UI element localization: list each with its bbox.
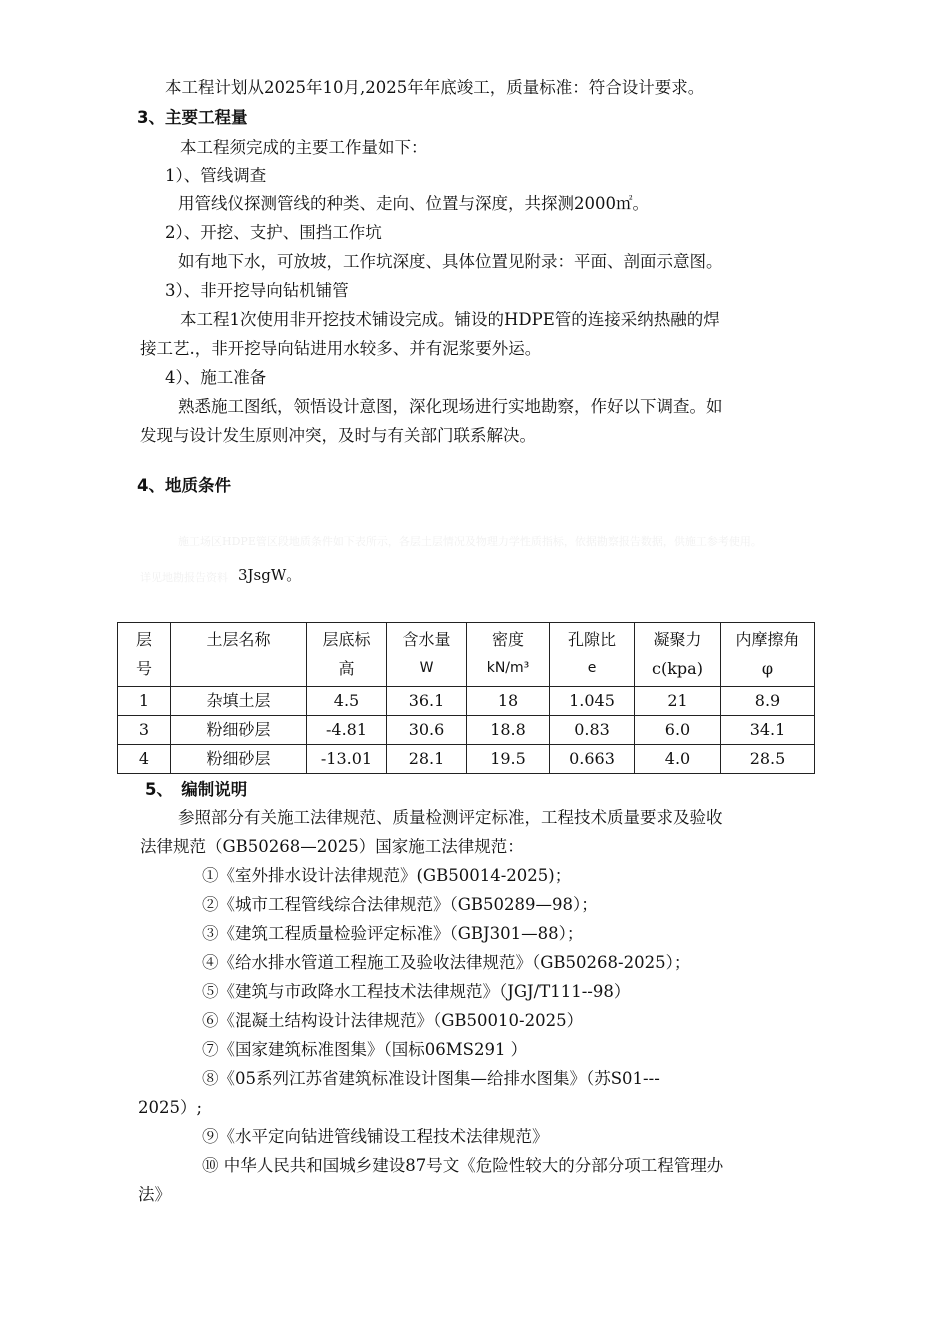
table-cell: 粉细砂层 xyxy=(171,745,307,774)
table-header-row xyxy=(118,623,815,687)
item-2-text: 如有地下水，可放坡，工作坑深度、具体位置见附录：平面、剖面示意图。 xyxy=(178,252,723,271)
table-cell: 34.1 xyxy=(721,716,815,745)
header-bottom-elevation: 层底标 高 xyxy=(307,623,387,687)
item-2-title: 2）、开挖、支护、围挡工作坑 xyxy=(165,223,382,242)
table-cell: 28.1 xyxy=(387,745,467,774)
reference-3: ③《建筑工程质量检验评定标准》（GBJ301—88）； xyxy=(202,924,584,943)
table-row xyxy=(118,745,815,774)
reference-2: ②《城市工程管线综合法律规范》（GB50289—98）； xyxy=(202,895,598,914)
table-row xyxy=(118,716,815,745)
item-3-text-line-2: 接工艺.，非开挖导向钻进用水较多、并有泥浆要外运。 xyxy=(140,339,542,358)
reference-1: ①《室外排水设计法律规范》(GB50014-2025)； xyxy=(202,866,572,885)
table-cell: 30.6 xyxy=(387,716,467,745)
faded-text-line-2: 详见地勘报告资料 xyxy=(140,571,228,584)
section-5-heading: 5、 编制说明 xyxy=(145,780,248,799)
reference-7: ⑦《国家建筑标准图集》（国标06MS291 ） xyxy=(202,1040,528,1059)
soil-properties-table xyxy=(117,622,815,774)
table-cell: -13.01 xyxy=(307,745,387,774)
reference-8-line-1: ⑧《05系列江苏省建筑标准设计图集—给排水图集》（苏S01--- xyxy=(202,1069,660,1088)
table-cell: 18.8 xyxy=(467,716,550,745)
header-cohesion: 凝聚力 c(kpa) xyxy=(635,623,721,687)
table-cell: 粉细砂层 xyxy=(171,716,307,745)
reference-4: ④《给水排水管道工程施工及验收法律规范》（GB50268-2025）； xyxy=(202,953,691,972)
table-cell: 0.663 xyxy=(550,745,635,774)
item-1-text: 用管线仪探测管线的种类、走向、位置与深度，共探测2000㎡。 xyxy=(178,194,649,213)
faded-text-line-1: 施工场区HDPE管区段地质条件如下表所示，各层土层情况及物理力学性质指标，依据勘察报告数据，供施工参考使用。 xyxy=(178,535,762,548)
reference-10-line-1: ⑩ 中华人民共和国城乡建设87号文《危险性较大的分部分项工程管理办 xyxy=(202,1156,724,1175)
section-5-text-line-1: 参照部分有关施工法律规范、质量检测评定标准，工程技术质量要求及验收 xyxy=(178,808,723,827)
table-cell: 36.1 xyxy=(387,687,467,716)
reference-6: ⑥《混凝土结构设计法律规范》（GB50010-2025） xyxy=(202,1011,584,1030)
intro-paragraph: 本工程计划从2025年10月,2025年年底竣工，质量标准：符合设计要求。 xyxy=(165,78,705,97)
item-4-text-line-2: 发现与设计发生原则冲突，及时与有关部门联系解决。 xyxy=(140,426,536,445)
table-cell: 1.045 xyxy=(550,687,635,716)
table-row xyxy=(118,687,815,716)
table-cell: 8.9 xyxy=(721,687,815,716)
reference-9: ⑨《水平定向钻进管线铺设工程技术法律规范》 xyxy=(202,1127,549,1146)
reference-8-line-2: 2025）; xyxy=(138,1098,203,1117)
header-void-ratio: 孔隙比 e xyxy=(550,623,635,687)
header-water-content: 含水量 W xyxy=(387,623,467,687)
item-3-title: 3）、非开挖导向钻机铺管 xyxy=(165,281,349,300)
section-3-lead: 本工程须完成的主要工作量如下： xyxy=(180,138,428,157)
table-cell: 19.5 xyxy=(467,745,550,774)
header-friction-angle: 内摩擦角 φ xyxy=(721,623,815,687)
table-cell: 1 xyxy=(118,687,171,716)
table-cell: 21 xyxy=(635,687,721,716)
item-4-title: 4）、施工准备 xyxy=(165,368,267,387)
header-density: 密度 kN/m³ xyxy=(467,623,550,687)
section-4-heading: 4、地质条件 xyxy=(137,476,231,495)
table-cell: 28.5 xyxy=(721,745,815,774)
code-text: 3JsgW。 xyxy=(238,566,302,584)
table-cell: 18 xyxy=(467,687,550,716)
section-3-heading: 3、主要工程量 xyxy=(137,108,248,127)
table-cell: 4.0 xyxy=(635,745,721,774)
item-3-text-line-1: 本工程1次使用非开挖技术铺设完成。铺设的HDPE管的连接采纳热融的焊 xyxy=(180,310,720,329)
header-layer-no: 层 号 xyxy=(118,623,171,687)
header-soil-name: 土层名称 xyxy=(171,623,307,687)
table-cell: 4.5 xyxy=(307,687,387,716)
table-cell: -4.81 xyxy=(307,716,387,745)
table-cell: 0.83 xyxy=(550,716,635,745)
item-1-title: 1）、管线调查 xyxy=(165,166,267,185)
section-5-text-line-2: 法律规范（GB50268—2025）国家施工法律规范： xyxy=(140,837,524,856)
table-cell: 4 xyxy=(118,745,171,774)
reference-10-line-2: 法》 xyxy=(138,1185,171,1204)
table-cell: 6.0 xyxy=(635,716,721,745)
item-4-text-line-1: 熟悉施工图纸，领悟设计意图，深化现场进行实地勘察，作好以下调查。如 xyxy=(178,397,723,416)
table-cell: 3 xyxy=(118,716,171,745)
reference-5: ⑤《建筑与市政降水工程技术法律规范》（JGJ/T111--98） xyxy=(202,982,631,1001)
table-cell: 杂填土层 xyxy=(171,687,307,716)
